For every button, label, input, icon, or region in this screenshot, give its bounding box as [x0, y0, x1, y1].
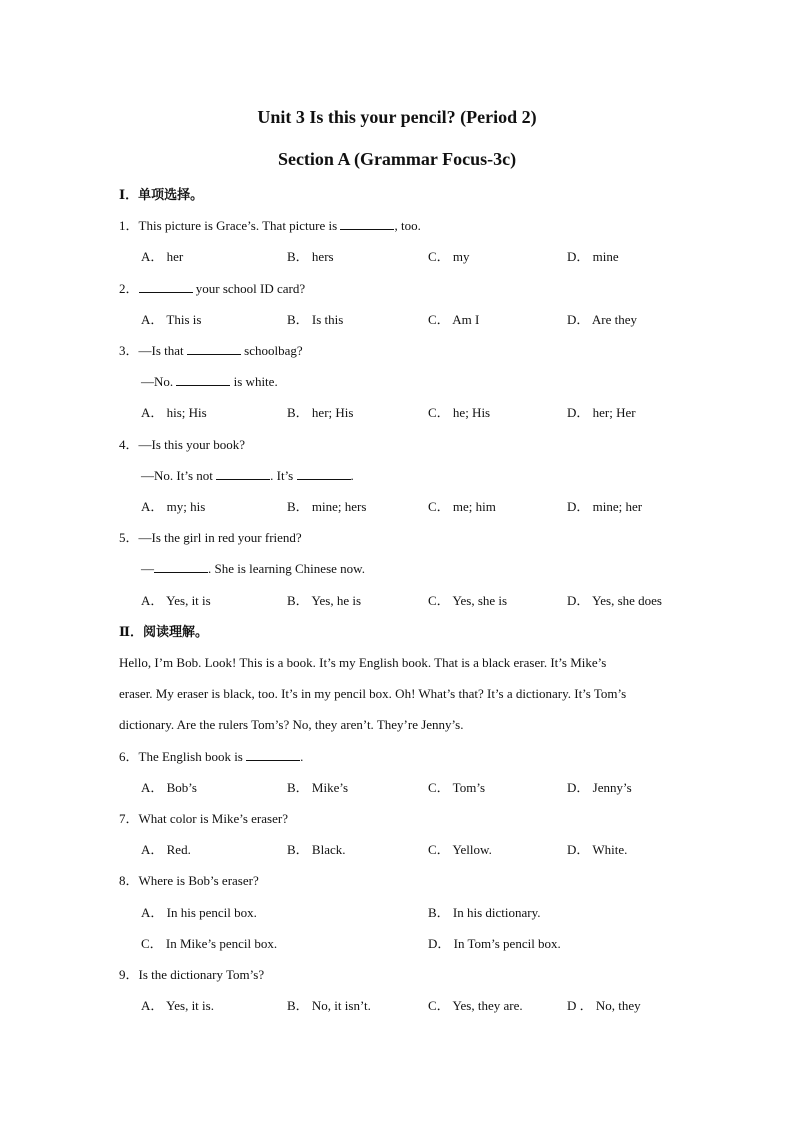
question-5 [119, 529, 302, 547]
question-text: is white. [230, 374, 278, 389]
option-c[interactable]: C． In Mike’s pencil box. [141, 936, 278, 951]
question-4-reply [141, 467, 354, 485]
question-text: The English book is [138, 749, 247, 764]
question-5-reply [141, 560, 365, 578]
question-number: 3． [119, 343, 139, 358]
question-2 [119, 280, 305, 298]
question-number: 1． [119, 218, 139, 233]
question-7 [119, 810, 288, 828]
question-text: —No. [141, 374, 177, 389]
option-d[interactable]: D． mine; her [567, 499, 643, 514]
question-text: What color is Mike’s eraser? [138, 811, 288, 826]
question-text: . It’s [270, 468, 297, 483]
option-c[interactable]: C． Yellow. [428, 842, 492, 857]
option-a[interactable]: A． Yes, it is [141, 593, 211, 608]
question-number: 8． [119, 873, 139, 888]
question-text: schoolbag? [240, 343, 303, 358]
question-text: This picture is Grace’s. That picture is [138, 218, 341, 233]
option-d[interactable]: D． mine [567, 249, 619, 264]
answer-blank[interactable] [297, 467, 351, 480]
option-d[interactable]: D． In Tom’s pencil box. [428, 936, 561, 951]
question-text: Where is Bob’s eraser? [138, 873, 259, 888]
option-c[interactable]: C． Yes, they are. [428, 998, 523, 1013]
question-text: , too. [394, 218, 421, 233]
question-text: . [300, 749, 304, 764]
question-text: . She is learning Chinese now. [208, 561, 365, 576]
question-number: 5． [119, 530, 139, 545]
question-number: 9． [119, 967, 139, 982]
question-3 [119, 342, 303, 360]
page-subtitle: Section A (Grammar Focus-3c) [277, 149, 517, 169]
option-a[interactable]: A． In his pencil box. [141, 905, 257, 920]
question-text: —No. It’s not [141, 468, 217, 483]
option-a[interactable]: A． Red. [141, 842, 191, 857]
option-c[interactable]: C． Am I [428, 312, 480, 327]
option-a[interactable]: A． Bob’s [141, 780, 197, 795]
option-a[interactable]: A． This is [141, 312, 202, 327]
question-1 [119, 217, 421, 235]
question-text: —Is this your book? [138, 437, 246, 452]
answer-blank[interactable] [187, 342, 241, 355]
option-a[interactable]: A． his; His [141, 405, 207, 420]
question-number: 7． [119, 811, 139, 826]
question-number: 2． [119, 281, 139, 296]
option-b[interactable]: B． Yes, he is [287, 593, 362, 608]
question-text: your school ID card? [192, 281, 306, 296]
section-heading-reading: Ⅱ．阅读理解。 [119, 624, 208, 639]
option-d[interactable]: D． her; Her [567, 405, 636, 420]
option-c[interactable]: C． Yes, she is [428, 593, 508, 608]
option-c[interactable]: C． me; him [428, 499, 496, 514]
answer-blank[interactable] [216, 467, 270, 480]
option-b[interactable]: B． her; His [287, 405, 354, 420]
question-6 [119, 748, 303, 766]
passage-line: Hello, I’m Bob. Look! This is a book. It’s my English book. That is a black eraser. It’s Mike’s [119, 655, 607, 670]
question-number: 4． [119, 437, 139, 452]
option-c[interactable]: C． Tom’s [428, 780, 486, 795]
passage-line: eraser. My eraser is black, too. It’s in my pencil box. Oh! What’s that? It’s a dictionary. It’s Tom’s [119, 686, 627, 701]
option-b[interactable]: B． hers [287, 249, 334, 264]
option-b[interactable]: B． Is this [287, 312, 344, 327]
section-heading-multiple-choice: Ⅰ．单项选择。 [119, 187, 204, 202]
question-9 [119, 966, 264, 984]
option-b[interactable]: B． No, it isn’t. [287, 998, 371, 1013]
option-b[interactable]: B． In his dictionary. [428, 905, 541, 920]
question-4 [119, 436, 245, 454]
passage-line: dictionary. Are the rulers Tom’s? No, they aren’t. They’re Jenny’s. [119, 717, 464, 732]
option-a[interactable]: A． her [141, 249, 184, 264]
option-a[interactable]: A． Yes, it is. [141, 998, 214, 1013]
option-d[interactable]: D ． No, they [567, 998, 641, 1013]
answer-blank[interactable] [340, 217, 394, 230]
answer-blank[interactable] [246, 748, 300, 761]
question-text: — [141, 561, 154, 576]
question-8 [119, 872, 259, 890]
question-number: 6． [119, 749, 139, 764]
answer-blank[interactable] [176, 373, 230, 386]
option-d[interactable]: D． Are they [567, 312, 638, 327]
option-b[interactable]: B． mine; hers [287, 499, 367, 514]
answer-blank[interactable] [139, 280, 193, 293]
answer-blank[interactable] [154, 560, 208, 573]
option-d[interactable]: D． Yes, she does [567, 593, 662, 608]
question-text: —Is that [138, 343, 187, 358]
option-b[interactable]: B． Mike’s [287, 780, 349, 795]
option-d[interactable]: D． White. [567, 842, 628, 857]
option-d[interactable]: D． Jenny’s [567, 780, 632, 795]
question-text: —Is the girl in red your friend? [138, 530, 302, 545]
question-3-reply [141, 373, 278, 391]
option-c[interactable]: C． he; His [428, 405, 491, 420]
option-a[interactable]: A． my; his [141, 499, 206, 514]
option-c[interactable]: C． my [428, 249, 470, 264]
question-text: . [350, 468, 354, 483]
question-text: Is the dictionary Tom’s? [138, 967, 265, 982]
page-title: Unit 3 Is this your pencil? (Period 2) [257, 107, 537, 127]
option-b[interactable]: B． Black. [287, 842, 346, 857]
